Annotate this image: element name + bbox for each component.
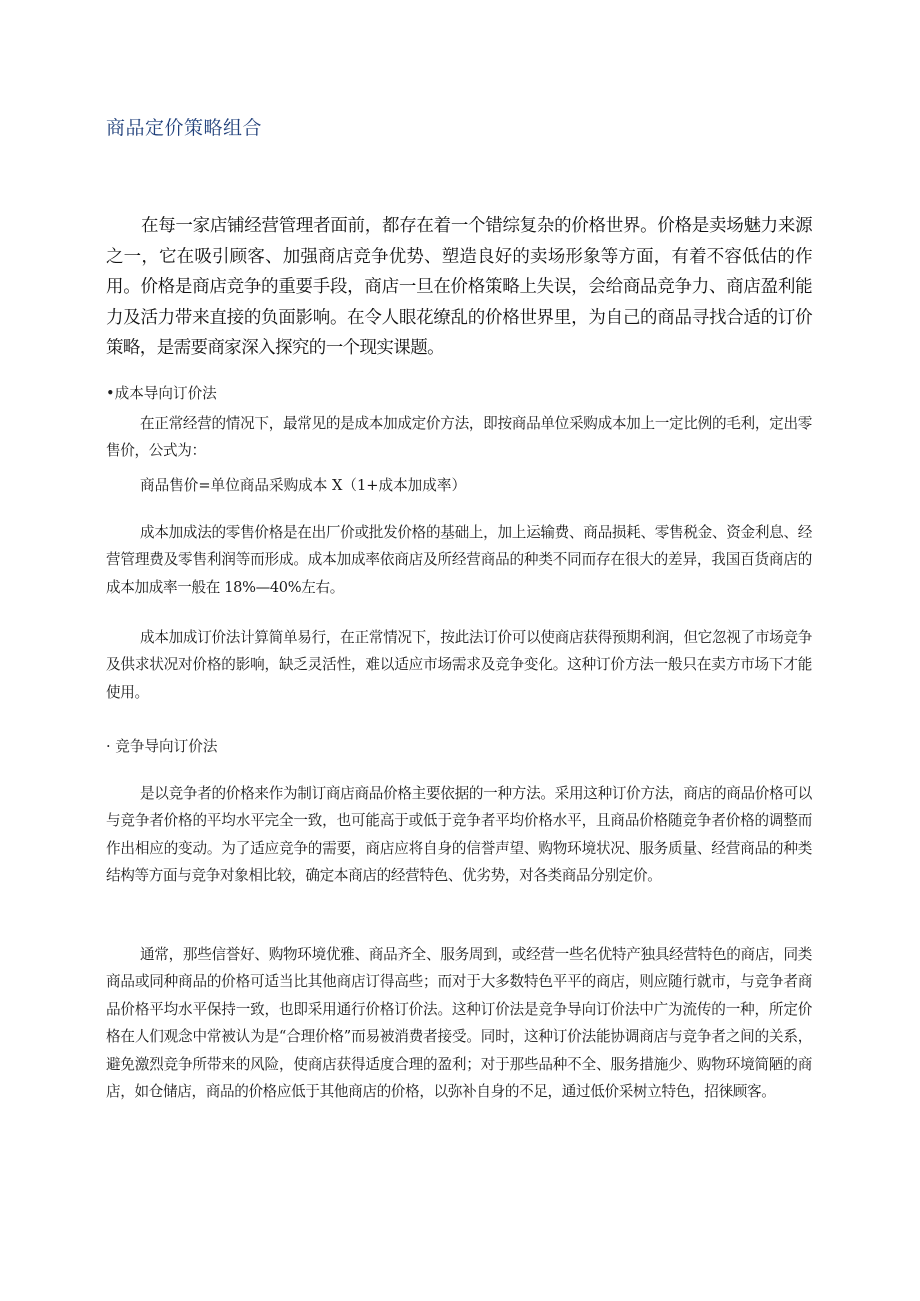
cost-paragraph-2: 成本加成法的零售价格是在出厂价或批发价格的基础上，加上运输费、商品损耗、零售税金、资金利息、经营管理费及零售利润等而形成。成本加成率依商店及所经营商品的种类不同而存在很大的差异，我国百货商店的成本加成率一般在 18%—40%左右。 — [106, 524, 812, 596]
competition-paragraph-1: 是以竞争者的价格来作为制订商店商品价格主要依据的一种方法。采用这种订价方法，商店的商品价格可以与竞争者价格的平均水平完全一致，也可能高于或低于竞争者平均价格水平，且商品价格随竞争者价格的调整而作出相应的变动。为了适应竞争的需要，商店应将自身的信誉声望、购物环境状况、服务质量、经营商品的种类结构等方面与竞争对象相比较，确定本商店的经营特色、优劣势，对各类商品分别定价。 — [106, 785, 812, 885]
section-heading-cost: •成本导向订价法 — [106, 385, 217, 402]
pricing-formula: 商品售价=单位商品采购成本 X（1+成本加成率） — [140, 477, 467, 494]
page-title: 商品定价策略组合 — [106, 117, 263, 139]
intro-paragraph: 在每一家店铺经营管理者面前，都存在着一个错综复杂的价格世界。价格是卖场魅力来源之一，它在吸引顾客、加强商店竞争优势、塑造良好的卖场形象等方面，有着不容低估的作用。价格是商店竞争的重要手段，商店一旦在价格策略上失误，会给商品竞争力、商店盈利能力及活力带来直接的负面影响。在令人眼花缭乱的价格世界里，为自己的商品寻找合适的订价策略，是需要商家深入探究的一个现实课题。 — [106, 216, 812, 359]
competition-paragraph-2: 通常，那些信誉好、购物环境优雅、商品齐全、服务周到，或经营一些名优特产独具经营特色的商店，同类商品或同种商品的价格可适当比其他商店订得高些；而对于大多数特色平平的商店，则应随行就市，与竞争者商品价格平均水平保持一致，也即采用通行价格订价法。这种订价法是竞争导向订价法中广为流传的一种，所定价格在人们观念中常被认为是“合理价格”而易被消费者接受。同时，这种订价法能协调商店与竞争者之间的关系，避免激烈竞争所带来的风险，使商店获得适度合理的盈利；对于那些品种不全、服务措施少、购物环境简陋的商店，如仓储店，商品的价格应低于其他商店的价格，以弥补自身的不足，通过低价采树立特色，招徕顾客。 — [106, 946, 812, 1101]
section-heading-competition: · 竞争导向订价法 — [106, 738, 218, 755]
cost-paragraph-1: 在正常经营的情况下，最常见的是成本加成定价方法，即按商品单位采购成本加上一定比例的毛利，定出零售价，公式为： — [106, 415, 812, 460]
cost-paragraph-3: 成本加成订价法计算简单易行，在正常情况下，按此法订价可以使商店获得预期利润，但它忽视了市场竞争及供求状况对价格的影响，缺乏灵活性，难以适应市场需求及竞争变化。这种订价方法一般只在卖方市场下才能使用。 — [106, 629, 812, 701]
